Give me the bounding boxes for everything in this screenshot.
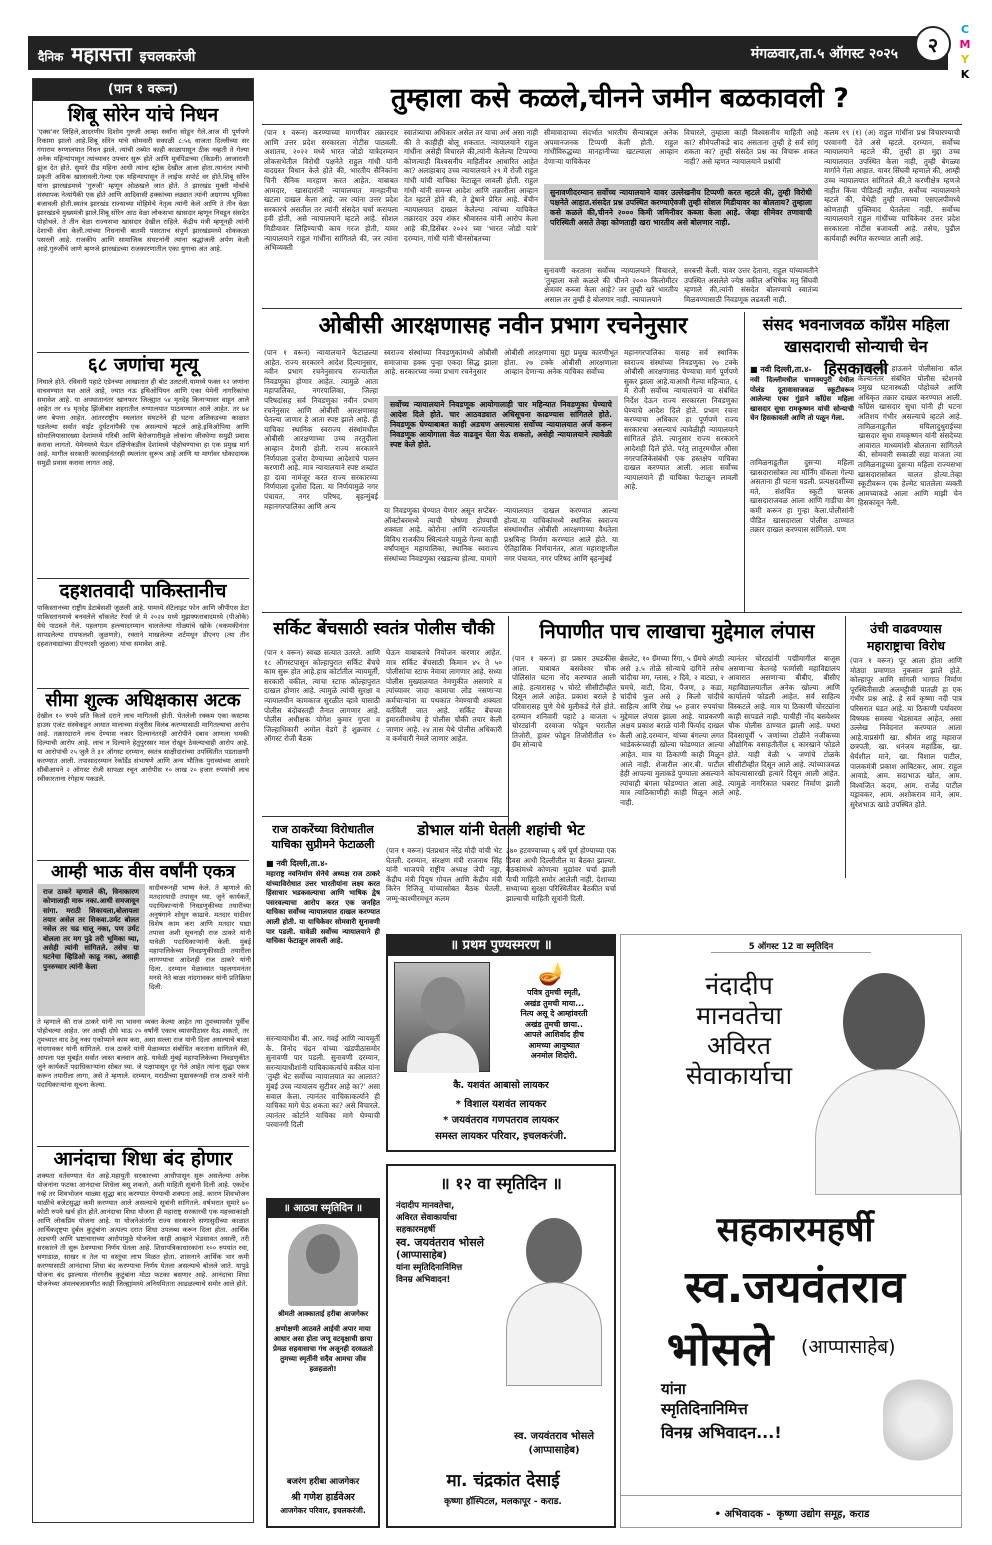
ad-punyasmaran [386, 934, 616, 1152]
ad-athava-title: ॥ आठवा स्मृतिदिन ॥ [268, 1200, 378, 1218]
ad-big-alias: (आप्पासाहेब) [801, 1336, 896, 1358]
ad-big-footer-name: कृष्णा उद्योग समूह, कराड [776, 1508, 870, 1520]
ad-big-footer [621, 1495, 962, 1528]
ad-big [620, 934, 962, 1528]
ad-family: समस्त लायकर परिवार, इचलकरंजी. [435, 1131, 567, 1142]
page-number: २ [915, 26, 951, 62]
obc-col-3b: न्यायालयात दाखल करण्यात आल्या होत्या.या याचिकांमध्ये स्थानिक स्वराज्य संस्थांमधील ओबीसी आरक्षणाच्या वैधतेला प्रश्नचिन्ह निर्माण करण्यात आले होते. या ऐतिहासिक निर्णयानंतर, आता महाराष्ट्रातील नगर पंचायत, नगर परिषद आणि बृहन्मुंबई [504, 506, 618, 563]
ad-athava-from: बजरंग हरीबा आजगेकर [286, 1477, 360, 1487]
portrait-photo [500, 1200, 608, 1386]
story-body: वादीवरूनही भाष्य केले. ते म्हणाले की मतदारयादी तपासून घ्या. जुने कार्यकर्ते, पदाधिकाऱ्यांनी निवडणुकीच्या तयारीच्या अनुषंगाने शोधुन काढावे. मतदार यादीवर विशेष काम करा आणि मतदार याद्या तपासा अशी सूचनाही राज ठाकरे यांनी यावेळी पदाधिकाऱ्यांनी केली. मुंबई महापालिकेच्या निवडणुकीसाठी तयारीला लागण्याचा आदेशही राज ठाकरे यांनी दिला. दरम्यान मेळाव्यात पहलगामनंतर मनसे नेते बाळा नांदगावकर यांनी प्रतिक्रिया दिली. [149, 884, 251, 992]
portrait-photo [811, 965, 961, 1195]
left-banner: (पान १ वरून) [33, 79, 253, 101]
ad-athava-name: श्रीमती आक्काताई हरीबा आजगेकर [277, 1310, 369, 1318]
chain-lead: नवी दिल्लीमधील चाणक्यपुरी येथील पोलंड दूतावासाजवळ स्कूटीवरून आलेल्या एका गुंडाने काँग्रेस महिला खासदार सुधा रामकृष्णन यांची सोन्याची चेन हिसकावली आणि तो पळून गेला. [750, 376, 854, 423]
ad-big-name1: स्व.जयवंतराव [685, 1262, 905, 1313]
story-headline: ६८ जणांचा मृत्यू [87, 353, 199, 376]
ad-barava-caption: (आप्पासाहेब) [528, 1445, 580, 1456]
story-body: शक्यता वर्तवण्यात येत आहे.महायुती सरकारच्या आधीपासून सुरू असलेल्या अनेक योजनांना फटका आनंदाचा शिधेला बसू शकतो, अशी माहिती सूत्रांनी दिली आहे. एकदेच नव्हे तर शिवभोजन थाळ्या सुद्धा बाद करण्यात येण्याची शक्यता आहे. कारण शिवभोजन थाळीचे बजेटसुद्धा कमी करण्यात आले असल्याचे सूत्रांनी सांगितले. वर्षभरात सुमारे ७० कोटी रुपये खर्च होत होते.आनंदाचा शिधा योजना ही महाराष्ट्र सरकारची एक महत्त्वाकांक्षी आणि लोकप्रिय योजना आहे. या योजनेअंतर्गत राज्य सरकारने सणासुदीच्या काळात आर्थिकदृष्ट्या दुर्बल कुटुंबांना अत्यल्प दरात शिधा उपलब्ध करून दिला होता. आर्थिक अडचणी आणि भ्रष्टाचाराच्या आरोपांमुळे योजनेला काही आव्हाने भेडसावत असली, तरी सरकारने ती सुरू ठेवण्याचा निर्णय घेतला आहे. शिधापत्रिकाधारकांना १०० रुपयांत रवा, चणाडाळ, साखर व तेल या वस्तूंचा लाभ मिळत होता. शासनाने आर्थिक भार कमी करण्यासाठी आनंदाचा शिधा बंद करण्याचा निर्णय घेतला असल्याचे बोलले जाते. यापुढे योजना बंद झाल्यास गोरगरीब कुटुंबांना मोठा फटका बसणार आहे. आनंदाचा शिधा योजनेच्या अंमलबजावणीत काही जिल्ह्यांमध्ये अनियमितता आढळल्याचे समोर आले होते. [37, 1172, 249, 1289]
story-body: निघाले होते. रविवारी पहाटे एडेनच्या आखातात ही बोट उलटली.यामध्ये फक्त १२ जणांना वाचवण्यात यश आले आहे, ज्यात नऊ इथिओपियन आणि एका येमेनी नागरिकांचा समावेश आहे. या अपघातानंतर खानफार जिल्ह्यात ५४ मृतदेह किनाऱ्यावर वाहून आले आहेत तर १४ मृतदेह झिंजीबार शहरातील रुग्णालयात पाठवण्यात आले आहेत. तर ७४ जण बेपत्ता आहेत. आंतरराष्ट्रीय स्थलांतर संघटनेने ही घटना अलिकडच्या काळात घडलेल्या सर्वात वाईट दुर्घटनांपैकी एक असल्याचे म्हटले आहे.इथिओपिया आणि सोमालियासारख्या देशांमध्ये गरिबी आणि बेरोजगारीमुळे लोकांना जीवघेणा समुद्री प्रवास करावा लागतो. येमेनमध्ये येऊन दक्षिणेकडील देशांमध्ये पोहोचण्याचा हा एक प्रमुख मार्ग आहे. मागील सरकारी कारवाईनंतरही स्थलांतर सुरूच आहे आणि या मार्गावर धोकादायक समुद्री प्रवास करावा लागत आहे. [37, 377, 249, 467]
story-body: देखील १० रुपये प्रति किलो दराने लाच मागितली होती. घेतलेली रक्कम एका कस्टम्स हाउस एजंट संस्थेकडून आयात मालाच्या मंजुरीस विलंब करण्यासाठी मागितल्याचा आरोप आहे. तक्रारदाराने लाच देण्यास नकार दिल्यानंतरही आरोपीने दबाव आणला घमकी दिल्याची आरोप आहे. लाच न दिल्याने हेतुपुरस्सर माल रोखून ठेवल्याचाही आरोप आहे. या आरोपांची २५ जुलै ते ३१ ऑगस्ट दरम्यान, स्वतंत्र साक्षीदारांच्या उपस्थितीत पडताळणी करण्यात आली. तपासादरम्यान रेकॉर्डेड संभाषणे आणि अन्य भौतिक पुराव्यांच्या आधारे सीबीआयने २ ऑगस्ट रोजी सापळा रचून आरोपीस १० लाख २० हजार रुपयांची लाच स्वीकारताना रंगेहाथ पकडले. [37, 712, 249, 784]
cmyk-k: K [960, 68, 970, 81]
masthead-city: इचलकरंजी [139, 48, 196, 65]
story-quote: राज ठाकरे म्हणाले की, विनाकारण कोणालाही मारू नका.आधी समजावून सांगा. मराठी शिकायला,बोलायला तयार असेल तर शिकवा.उर्मट बोलत नसेल तर चढ घालू नका, पण उर्मट बोलला तर मग पुढे तरी भूमिका घ्या, असेही त्यांनी सांगितले. तसेच या घटनेचा व्हिडिओ काढू नका, असाही पुनरुच्चार त्यांनी केला [37, 884, 145, 1016]
ad-barava-caption: स्व. जयवंतराव भोसले [513, 1431, 595, 1442]
masthead-name: महासत्ता [71, 41, 132, 66]
ad-punyasmaran-title: ॥ प्रथम पुण्यस्मरण ॥ [388, 936, 614, 956]
portrait-photo [288, 1224, 358, 1306]
raj-lead: महाराष्ट्र नवनिर्माण सेनेचे अध्यक्ष राज ठाकरे यांच्याविरोधात उत्तर भारतीयांना लक्ष्य करत हिंसाचार भडकवल्याचा आणि भाषिक द्वेष पसरवल्याचा आरोप करत एक जनहित याचिका सर्वोच्च न्यायालयात दाखल करण्यात आली होती. या याचिकेवर सोमवारी सुनावणी पार पडली. यावेळी सर्वोच्च न्यायालयाने ही याचिका फेटाळून लावली आहे. [266, 870, 380, 946]
ad-big-line: स्मृतिदिनानिमित्त [661, 1400, 748, 1418]
raj-body: सरन्यायाधीश बी. आर. गवई आणि न्यायमूर्ती के. विनोद चंद्रन यांच्या खंडपीठासमोर सुनावणी पार पडली. सुनावणी दरम्यान, सरन्यायाधीशांनी याचिकाकर्त्याचे वकील यांना 'तुम्ही थेट सर्वोच्च न्यायालयात का आलात? मुंबई उच्च न्यायालय सुटीवर आहे का?' असा सवाल केला. त्यानंतर याचिकाकर्त्याने ही याचिका मागे घेऊ शकता का? असे विचारले. त्यानंतर कोर्टाने याचिका मागे घेण्याची परवानगी दिली [266, 1034, 380, 1130]
nipani-headline: निपाणीत पाच लाखाचा मुद्देमाल लंपास [539, 619, 815, 643]
raj-dateline: ■ नवी दिल्ली,ता.४- [266, 859, 328, 868]
ad-poem [496, 988, 612, 1062]
story-headline: दहशतवादी पाकिस्तानीच [59, 579, 227, 602]
opposition-headline: उंची वाढवण्यास महाराष्ट्राचा विरोध [867, 621, 945, 653]
cmyk-marks [958, 22, 972, 82]
chain-headline: संसद भवनाजवळ काँग्रेस महिला खासदाराची सोन्याची चेन हिसकावली [762, 315, 950, 378]
poem-line: आपले आशिर्वाद हीच [523, 1030, 584, 1039]
chain-dateline: ■ नवी दिल्ली,ता.४- [750, 365, 812, 374]
lamp-icon: 🪔 [538, 962, 566, 987]
ad-big-name2: भोसले [666, 1322, 774, 1376]
ad-barava-title: ॥ १२ वा स्मृतिदिन ॥ [440, 1174, 562, 1193]
ad-family: * जयवंतराव गणपतराव लायकर [443, 1115, 559, 1126]
ad-big-footer-label: • अभिवादक - [714, 1508, 771, 1520]
ad-athava-from: श्री गणेश हार्डवेअर [291, 1492, 355, 1503]
lead-callout: सुनावणीदरम्यान सर्वोच्च न्यायालयाने यावर उल्लेखनीय टिप्पणी करत म्हटले की, तुम्ही विरोधी पक्षनेते आहात.संसदेत प्रश्न उपस्थित करण्याऐवजी तुम्ही सोशल मिडीयावर का बोलताय? तुम्हाला कसे कळले की,चीनने २००० किमी जमिनीवर कब्जा केला आहे. जेव्हा सीमेवर तणावाची परिस्थिती असते तेव्हा कोणताही खरा भारतीय असे बोलणार नाही. [544, 184, 818, 260]
lead-col-3a: सीमावादाच्या संदर्भात भारतीय सैन्याबद्दल अनेक अपमानजनक टिप्पणी केली होती. राहुल गांधींविरुद्धच्या मानहानीच्या खटल्याला आव्हान देणाऱ्या याचिकेवर [544, 128, 678, 166]
story-headline: आम्ही भाऊ वीस वर्षांनी एकत्र [50, 862, 236, 883]
ad-athava-from: आजगेकर परिवार, इचलकरंजी. [280, 1506, 366, 1515]
left-column [32, 78, 254, 1523]
ad-line: यांना स्मृतिदिनानिमित्त [396, 1263, 463, 1273]
lead-col-5: कलम १९ (१) (अ) राहुल गांधींना प्रश्न विचारण्याची परवानगी देते असे म्हटले. दरम्यान, सर्वोच्च न्यायालयाने म्हटले की, तुम्ही हा मुद्दा उच्च न्यायालयात उपस्थित केला नाही, तुम्ही बेगळ्या मार्गाने गेला आहात. यावर सिंघवी म्हणाले की, आम्ही उच्च न्यायालयात सांगितले की,ते करणीक्षेत्र म्हणजे नाहीत किंवा पीडितही नाहीत. सर्वोच्च न्यायालयाने म्हटले की, येथेही तुम्ही तमच्या एसएलपीमध्ये कोणताही युक्तिवाद घेतलेला नाही. सर्वोच्च न्यायालयाने राहुल गांधींच्या याचिकेवर उत्तर प्रदेश सरकारला नोटीस बजावली आहे. तसेच, पुढील कार्यवाही स्थगित करण्यात आली आहे. [824, 128, 960, 243]
ad-name: स्व. जयवंतराव भोसले [396, 1236, 485, 1249]
ad-athava [266, 1198, 380, 1528]
masthead-date: मंगळवार,ता.५ ऑगस्ट २०२५ [750, 45, 898, 62]
lead-headline: तुम्हाला कसे कळले,चीनने जमीन बळकावली ? [391, 83, 849, 114]
ad-big-title: सहकारमहर्षी [716, 1210, 874, 1250]
poem-line: अखंड तुमची छाया.. [525, 1019, 583, 1029]
portrait-photo [394, 962, 490, 1072]
circuit-headline: सर्किट बेंचसाठी स्वतंत्र पोलीस चौकी [273, 619, 495, 639]
person-body [506, 1282, 602, 1386]
masthead-title [38, 40, 195, 67]
circuit-col-1: (पान १ वरून) स्वच्छ सत्यात उतरले. आणि १८ ऑगस्टपासून कोल्हापुरात सर्किट बेंचचे काम सुरू होत आहे.हाच कोर्टातील न्यायमूर्ती, सरकारी वकील, त्याचा स्टाफ कोल्हापुरात दाखल होणार आहे. त्यामुळे त्यांची सुरक्षा व न्यायालयीन कामकाज सुरळीत व्हावे यासाठी पोलीस बंदोबस्तही तैनात लागणार आहे. पोलीस अधीक्षक योगेश कुमार गुप्ता व जिल्हाधिकारी अमोल येडगे हे शुक्रवार ८ ऑगस्ट रोजी बैठक [264, 648, 380, 744]
ad-line: नंदादीप मानवतेचा, [396, 1201, 455, 1211]
chain-col-1: तामिळनाडूतील दुसऱ्या महिला खासदारासोबत त्या मॉर्निंग वॉकला गेल्या असताना ही घटना घडली. प्रत्यक्षदर्शीच्या मते, संशयित स्कूटी चालक खासदाराजवळ आला आणि गाडीचा वेग कमी करून हा गुन्हा केला.पोलीसांनी पीडित खासदाराला पोलीस ठाण्यात तक्रार दाखल करण्यास सांगितले. पण [750, 458, 854, 535]
person-silhouette [421, 977, 465, 1031]
slogan-line: सेवाकार्याचा [685, 1061, 793, 1090]
ad-barava-place: कृष्णा हॉस्पिटल, मलकापूर - कराड. [444, 1497, 562, 1507]
obc-col-1: (पान १ वरून) न्यायालयाने फेटाळल्या आहेत. राज्य सरकारने आदेश दिल्यानुसार, नवीन प्रभाग रचनेनुसारच राज्यातील निवडणूका होणार आहेत. त्यामुळे आता महापालिका, नगरपालिका, जिल्हा परिषदांसह सर्व निवडणुका नवीन प्रभाग रचनेनुसार आणि ओबीसी आरक्षणासह घेतल्या जाणार हे आता स्पष्ट झाले आहे. ही याचिका स्थानिक स्वराज्य संस्थांमधील ओबीसी आरक्षणाच्या उच्च तरतुदीला आव्हान देणारी होती. राज्य सरकारने निर्णयाला दुजोरा देण्याच्या आदेशाचे पालन करणारी आहे. मात्र न्यायालयाने स्पष्ट शब्दांत हा दावा नामंजूर करत राज्य सरकारच्या निर्णयाला दुजोरा दिला. या निर्णयामुळे नगर पंचायत, नगर परिषद, बृहन्मुंबई महानगरपालिका आणि अन्य [264, 348, 378, 511]
nipani-col-1: (पान १ वरून) हा प्रकार उघडकीस आला. याबाबत बसवेश्वर चौक पोलिसांत घटना नोंद करण्यात आली आहे. हत्यारासह ५ चोरटे सीसीटीव्हीत दिसून आले आहेत. प्रकाश बराले हे परिवारासह पुणे येथे मुलीकडे गेले होते. दरम्यान शनिवारी पहाटे ३ वाजता ५ चोरट्यांनी दरवाजा फोडून घरातील तिजोरी, ड्रावर फोडून तिजोरीतील १० ग्रॅम सोन्याचे [512, 654, 616, 750]
person-body [815, 1069, 961, 1195]
ad-line: विनम्र अभिवादन! [396, 1275, 451, 1285]
lead-col-3b: सुनावणी करताना सर्वोच्च न्यायालयाने विचारले, 'तुम्हाला कसे कळले की चीनने २००० किलोमीटर क्षेत्रावर कब्जा केला आहे? जर तुम्ही खरे भारतीय असाल तर तुम्ही हे बोलणार नाही. न्यायालयाने [544, 266, 678, 304]
slogan-line: नंदादीप [705, 971, 773, 1000]
cmyk-y: Y [961, 53, 969, 66]
nipani-col-2: ब्रेसलेट, १० ग्रॅमच्या रिंगा, ५ ग्रॅमचे अंगठी असे ३.५ तोळे सोन्याचे दागिने तसेच चांदीचा मग, ग्लास, २ दिवे, २ वाट्या, २ चमचे, वाटी, दिवा, पैंजण, ३ कडा, चांदीचे फूल असे ३ किलो चांदीचे साहित्य आणि रोख ५० हजार रुपयांचा मुद्देमाल लंपास झाला आहे. याप्रकरणी अक्षय प्रकाश बराळे यांनी फिर्याद दाखल केली आहे.दरम्यान, यांच्या बंगल्या लगत भाडेकरूंच्याही खोल्या फोडण्यात आल्या आहेत. मात्र या ठिकाणी काही मिळून आले नाही. शेजारील आर.बी. पाटील हेही आपल्या मुलाकडे पुण्याला असल्याने त्यांचाही बंगला फोडण्यात आला आहे. मात्र त्याठिकाणीही काही मिळून आले नाही. [620, 654, 724, 807]
masthead-daily: दैनिक [38, 49, 64, 64]
ad-line: अविरत सेवाकार्याचा [396, 1213, 457, 1223]
obc-col-3a: ओबीसी आरक्षणाचा मुद्दा प्रमुख कारणीभूत होता. २७ टक्के ओबीसी आरक्षणाला आव्हान देणाऱ्या अनेक याचिका सर्वोच्च [504, 348, 618, 377]
obc-col-2a: स्वराज्य संस्थांच्या निवडणुकांमध्ये ओबीसी समाजाचा हक्क पुन्हा एकदा सिद्ध झाला आहे. सरकारच्या नव्या प्रभाग रचनेनुसार [384, 348, 498, 377]
lead-col-4a: विचारले, तुम्हाला काही विश्वसनीय माहिती आहे का? सीमेपलीकडे बाद असताना तुम्ही हे सर्व सांगू शकता का? तुम्ही संसदेत प्रश्न का विचारू शकत नाही? असे म्हणत न्यायालयाने प्रश्नांची [684, 128, 818, 166]
cmyk-m: M [959, 38, 971, 51]
flower-decoration [883, 1375, 953, 1465]
ad-big-line: विनम्र अभिवादन...! [661, 1423, 782, 1442]
poem-line: नित्य असू दे आम्हांवरती [520, 1009, 588, 1018]
circuit-col-2: घेऊन याबाबतचे नियोजन करणार आहेत. मात्र सर्किट बेंचसाठी किमान ४५ ते ५० पोलीसांचा स्टाफ नेमावा लागणार आहे. सध्या पोलीस मुख्यालयात नेमणुकीत असणारे व त्यांच्यावर जादा कामाचा लोड नसणाऱ्या कर्मचाऱ्यांना या पथकात नेमण्याची शक्यता वर्तविली जात आहे. सर्किट बेंचच्या इमारतीमध्येच हे पोलीस चौकी तयार केली जाणार आहे. २४ तास येथे पोलीस अधिकारी व कर्मचारी नेमले जाणार आहेत. [386, 648, 502, 744]
ad-family: * विशाल यशवंत लायकर [455, 1099, 547, 1110]
opposition-col-1: (पान १ वरून) पूर आला होता आणि मोठ्या प्रमाणात नुकसान झाले होते. कोल्हापूर आणि सांगली भागात निर्माण पूरस्थितीसाठी अलमट्टीची पातळी हा एक गंभीर प्रश्न आहे. हे सर्व कृष्णा नदी पात्र परिसरात घडत आहे. या ठिकाणी पर्यावरण विषयक समस्या भेडसावत आहेत, असा उल्लेख निवेदनात करण्यात आला आहे.याप्रसंगी खा. श्रीमंत शाहू महाराज छत्रपती, खा. धनंजय महाडिक, खा. धैर्यशील माने, खा. विशाल पाटील, पालकमंत्री प्रकाश आबिटकर, आम. राहुल आवाडे, आम. सदाभाऊ खोत, आम. विश्वजित कदम, आम. राजेंद्र पाटील यड्रावकर, आम. अशोकराव माने, आम. सुरेशभाऊ खाडे उपस्थित होते. [850, 656, 962, 809]
chain-col-2: तामिळनाडू हाऊसने पोलीसांना कॉल केल्यानंतर संबंधित पोलीस स्टेशनचे प्रमुख घटनास्थळी पोहोचले आणि अधिकृत तक्रार दाखल करण्यात आली. काँग्रेस खासदार सुधा यांनी ही घटना अतिशय गंभीर असल्याचे म्हटले आहे. तामिळनाडूतील मयिलादुथुराईच्या खासदार सुधा रामकृष्णन यांनी संसदेच्या आवारात माध्यमांशी बोलताना सांगितले की, सोमवारी सकाळी सहा वाजता त्या तामिळनाडूच्या दुसऱ्या महिला राज्यसभा खासदारासोबत चालत होत्या.तेव्हा स्कूटीवरून एक हेल्मेट घातलेला व्यक्ती आमच्याकडे आला आणि माझी चेन हिसकावून नेली. [858, 364, 962, 508]
story-body: ते म्हणाले की राज ठाकरे यांनी त्या भावना व्यक्त केल्या आहेत त्या तुमच्यापर्यंत पूर्वीच पोहोचल्या आहेत. जर आम्ही दोघे भाऊ २० वर्षांनी एकाच व्यासपीठावर येऊ शकतो, तर तुमच्यात वाद ठेवू नका एकोप्याने काम करा, असा सल्ला राज यांनी दिला असल्याचे बाळा नांदगावकर यांनी सांगितले. राज ठाकरे यांनी मेळाव्यात संबोधित करताना सांगितले की, आपला पक्ष मुंबईत सर्वात जास्त बलवान आहे. यावेळी मुंबई महापालिकेच्या निवडणुकीत जुने कार्यकर्ते पदाधिकाऱ्यांना सोबत घ्या. जे पक्षापासून दूर गेले आहेत त्यांना सुद्धा एकत्र करून तयारीला लागा, असे ते म्हणाले. दरम्यान, मराठीच्या मुद्यावरूनही राज ठाकरे यांनी पदाधिकाऱ्यांना सूचना केल्या. [37, 1018, 249, 1090]
doval-col-2: ३७० हटवण्याच्या ६ वर्षे पूर्ण होण्याच्या एक दिवस आधी दिल्लीतील या बैठका झाल्या. बैठकांमध्ये कोणत्या मुद्यांवर चर्चा झाली याची माहिती समोर आलेली नाही. देशाच्या सध्याच्या सुरक्षा परिस्थितीवर बैठकीत चर्चा झाल्याची माहिती सूत्रांनी दिली. [506, 846, 616, 903]
story-headline: आनंदाचा शिधा बंद होणार [53, 1148, 233, 1171]
ad-big-line: यांना [661, 1380, 686, 1398]
person-shoulders [407, 1033, 479, 1073]
poem-line: पवित्र तुमची स्मृती, [527, 988, 581, 997]
obc-headline: ओबीसी आरक्षणासह नवीन प्रभाग रचनेनुसार [318, 313, 688, 339]
person-silhouette [306, 1234, 340, 1274]
obc-col-2b: या निवडणुका घेण्यात येणार असून सप्टेंबर-ऑक्टोबरमध्ये त्याची घोषणा होण्याची शक्यता आहे. कोरोना आणि राज्यातील विविध राजकीय स्थित्यंतरे यामुळे गेल्या काही वर्षांपासून महापालिका, स्थानिक स्वराज्य संस्थांच्या निवडणुका रखडल्या होत्या. यामागे [384, 506, 498, 563]
ad-athava-text: क्षणोक्षणी आठवते आईची अपार माया आधार असा होता जणू वटवृक्षाची छाया प्रेमळ सहवासाचा गंध अजूनही दरवळतो तुमच्या स्मृतींनी सदैव आमचा जीव हळहळतो! [273, 1325, 373, 1373]
ad-big-slogan [649, 971, 829, 1091]
doval-col-1: (पान १ वरून) पंतप्रधान नरेंद्र मोदी यांची भेट घेतली. दरम्यान, संरक्षण मंत्री राजनाथ सिंह यांनी भाजपचे राष्ट्रीय अध्यक्ष जेपी नड्डा, केंद्रीय मंत्री पियुष गोयल आणि केंद्रीय मंत्री किरेन रिजिजू यांच्यासोबत बैठक घेतली. जम्मू-काश्मीरमधून कलम [386, 846, 502, 903]
story-body: पाकिस्तानच्या राष्ट्रीय डेटाबेसशी जुळली आहे. यामध्ये सॅटेलाइट फोन आणि जीपीएस डेटा पाकिस्तानमध्ये बनवलेले चॉकलेट रॅपर्स जे मे २०२४ मध्ये मुझफ्फराबादमध्ये (पीओके) येथे पाठवले गेले. पहलगाम हल्ल्यादरम्यान चाललेल्या गोळ्यांचे खोके (चकमकीनंतर सापडलेल्या रायफलशी जुळणारे), रक्ताने माखलेल्या शर्टमधून डीएनए (त्या तीन दहशतवाद्यांच्या डीएनएशी जुळला) यांचा समावेश आहे. [37, 603, 249, 648]
slogan-line: मानवतेचा [696, 1001, 782, 1030]
poem-line: आमच्या आयुष्यात [528, 1040, 580, 1050]
ad-name: कै. यशवंत आबासो लायकर [453, 1080, 549, 1091]
story-headline: शिबू सोरेन यांचे निधन [67, 104, 219, 126]
ad-line: (आप्पासाहेब) [396, 1250, 448, 1261]
obc-col-4: महानगरपालिका यासह सर्व स्थानिक स्वराज्य संस्थांच्या निवडणुका २७ टक्के ओबीसी आरक्षणासह घेण्याचा मार्ग पूर्णपणे सुकर झाला आहे.याआधी गेल्या महिन्यात, ६ मे रोजी सर्वोच्च न्यायालयाने या संबंधित निर्देश देऊन राज्य सरकारला निवडणुका घेण्याचे आदेश दिले होते. प्रभाग रचना करण्याचा अधिकार हा पूर्णपणे राज्य सरकारचा असल्याचं त्यावेळीही न्यायालयाने सांगितले होते. त्यानुसार राज्य सरकारने आदेशही दिले होते. परंतु लातूरमधील औसा नगरपालिकेसंबंधी एक हस्तक्षेप याचिका दाखल करण्यात आली. आता सर्वोच्च न्यायालयाने ही याचिका फेटाळून लावली आहे. [624, 348, 738, 492]
slogan-line: अविरत [707, 1031, 771, 1060]
ad-barava [386, 1164, 616, 1528]
person-head [526, 1218, 582, 1284]
lead-col-2: स्वातंत्र्याचा अधिकार असेल तर याचा अर्थ असा नाही की ते काहीही बोलू शकतात. न्यायालयाने राहुल गांधींना असेही विचारले की,त्यांनी केलेल्या टिप्पण्या कोणत्याही विश्वसनीय माहितीवर आधारित आहेत का? अलाहाबाद उच्च न्यायालयाने २९ मे रोजी राहुल गांधी यांची याचिका फेटाळून लावली होती. राहुल गांधी यांनी समन्स आदेश आणि तक्रारीला आव्हान देत म्हटले होते की, ते द्वेषाने प्रेरित आहे. बेंचीन न्यायालयात दाखल केलेल्या त्यांच्या याचिकेत तक्रारदार उदय शंकर श्रीवास्तव यांनी आरोप केला आहे की,डिसेंबर २०२२ च्या 'भारत जोडो यात्रे' दरम्यान, गांधी यांनी चीनसोबतच्या [404, 128, 538, 243]
ad-line: सहकारमहर्षी [396, 1225, 436, 1235]
ad-big-date: 5 ऑगस्ट 12 वा स्मृतिदिन [711, 941, 871, 953]
lead-col-1: (पान १ वरून) करण्याच्या मागणीवर तक्रारदार आणि उत्तर प्रदेश सरकारला नोटीस पाठवली. अशातच, २०२२ मध्ये भारत जोडो यात्रेदरम्यान लोकसभेतील विरोधी पक्षनेते राहुल गांधी यांनी वादग्रस्त विधान केले होते की, भारतीय सैनिकांना चिनी सैनिक मारहाण करत आहेत. याबाबत आमदार, खासदारांनी न्यायालयात मानहानीचा खटला दाखल केला आहे. जर त्यांना उत्तर प्रदेश सरकारचे असतील तर त्यांनी संसदेत चर्चा करायला हवी होती, असे न्यायालयाने म्हटले आहे. सोशल मिडीयावर लिहिण्याची काय गरज होती, यावर न्यायालयाने राहुल गांधींना सांगितले की, जर त्यांना अभिव्यक्ती [264, 128, 398, 253]
doval-headline: डोभाल यांनी घेतली शहांची भेट [417, 821, 585, 839]
poem-line: अखंड तुमची माया... [523, 998, 585, 1008]
poem-line: अनमोल शिदोरी. [530, 1051, 578, 1060]
story-headline: सीमा शुल्क अधिक्षकास अटक [45, 689, 241, 711]
ad-barava-text [396, 1200, 504, 1286]
obc-callout: सर्वोच्च न्यायालयाने निवडणूक आयोगालाही चार महिन्यात निवडणुका घेण्याचे आदेश दिले होते. चार आठवड्यात अधिसूचना काढण्यास सांगितले होते. निवडणूक घेण्याबाबत काही अडचण असल्यास सर्वोच्च न्यायालयात अर्ज करून निवडणूक आयोगाला वेळ वाढवून घेता येऊ शकतो, असेही न्यायालयाने त्यावेळी स्पष्ट केले होते. [384, 396, 618, 500]
lead-col-4b: सरबत्ती केली. यावर उत्तर देताना, राहुल यांच्यावतीने उपस्थित असलेले ज्येष्ठ वकील अभिषेक मनु सिंघवी म्हणाले की,त्यांनी संसदेत बोलण्याचे स्वातंत्र्य मिळवण्यासाठी निवडणूक लढवली नाही. [684, 266, 818, 304]
nipani-col-3: त्यानंतर चोरट्यांनी पद्मीमागील बाजूस असणाऱ्या केतनहे फार्मासी महाविद्यालय आवारात असणाऱ्या बीबीए, बीसीए महाविद्यालयातील अनेक खोल्या आणि कार्यालये फोडली आहेत. सर्व साहित्य विस्कटले आहे. मात्र या ठिकाणी चोरट्यांना काही सापडले नाही. याचीही नोंद बसवेश्वर चौक पोलीस ठाण्यात झाली आहे. पथरा दिवसापूर्वी ५ जणांच्या टोळीने नजीकच्या औद्योगिक वसाहतीतील ६ कारखाने फोडले होते. याही वेळी ५ जणांचे टोळके सीसीटीव्हीत दिसून आले आहे. त्यांच्याजवळ कोयत्यासारखी हत्यारे दिसून आली आहेत. त्यामुळे नागरिकात घबराट निर्माण झाली आहे. [728, 654, 840, 798]
ad-barava-from: मा. चंद्रकांत देसाई [446, 1471, 560, 1491]
raj-headline: राज ठाकरेंच्या विरोधातील याचिका सुप्रीमने फेटाळली [271, 823, 375, 851]
story-body: 'एक्स'वर लिहिले,आदरणीय दिशोम गुरुजी आम्हा सर्वांना सोडून गेले.आज मी पूर्णपणे रिकामा झालो आहे.शिबू सोरेन यांचे सोमवारी सकाळी ८:५६ वाजता दिल्लीच्या सर गंगाराम रुग्णालयात निधन झाले. त्यांची तब्येत काही काळापासून ठीक नव्हती ते गेल्या अनेक महिन्यांपासून त्यांच्यावर उपचार सुरू होते आणि मूत्रपिंडाच्या (किडनी) आजाराशी झुंज देत होते. सुमारे दीड महिना आधी त्यांना स्ट्रोक देखील आला होता.त्यानंतर त्यांची प्रकृती अधिक खालावली.गेल्या एक महिन्यापासून ते लाईफ सपोर्ट वर होते.शिबू सोरेन यांना झारखंडमध्ये 'गुरुजी' म्हणून ओळखले जात होते. ते झारखंड मुक्ती मोर्चाचे संस्थापक नेत्यांपैकी एक होते आणि आदिवासी हक्कांच्या लढ्यात त्यांनी अग्रगण्य भूमिका बजावली होती.स्वतंत्र झारखंड राज्याच्या मोहिमेचे नेतृत्व त्यांनी केले आणि ते तीन वेळा झारखंडचे मुख्यमंत्री झाले.शिबू सोरेन आठ वेळा लोकसभा खासदार म्हणून निवडून संसदेत पोहोचले. ते तीन वेळा राज्यसभा खासदार देखील राहिले. केंद्रीय मंत्री म्हणूनही त्यांनी देशाची सेवा केली.त्यांच्या निधनाची बातमी पसरताच संपूर्ण झारखंडमध्ये शोककळा पसरली आहे. राजकीय आणि सामाजिक संघटनांनी त्यांना श्रद्धांजली अर्पण केली आहे.गुरुजींचे जाणे म्हणजे झारखंडच्या राजकारणातील एका युगाचा अंत आहे. [37, 127, 249, 253]
masthead [28, 36, 948, 70]
cmyk-c: C [960, 23, 970, 36]
person-head [843, 973, 925, 1071]
